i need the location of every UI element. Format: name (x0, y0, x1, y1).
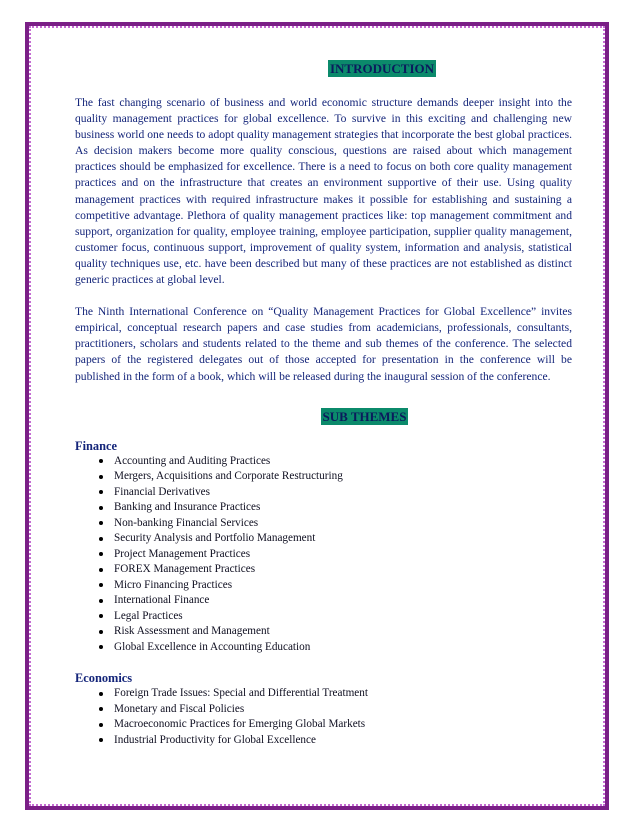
sub-themes-heading: SUB THEMES (322, 408, 407, 424)
list-item: Foreign Trade Issues: Special and Differential Treatment (99, 686, 572, 702)
sub-themes-heading-wrap (75, 408, 572, 426)
list-item: Micro Financing Practices (99, 578, 572, 594)
economics-list (75, 686, 572, 748)
list-item: Banking and Insurance Practices (99, 500, 572, 516)
list-item: Industrial Productivity for Global Excellence (99, 733, 572, 749)
list-item: Non-banking Financial Services (99, 516, 572, 532)
economics-section (75, 670, 572, 748)
list-item: Security Analysis and Portfolio Management (99, 531, 572, 547)
list-item: Financial Derivatives (99, 485, 572, 501)
list-item: Global Excellence in Accounting Education (99, 640, 572, 656)
document-body (75, 60, 572, 748)
list-item: Monetary and Fiscal Policies (99, 702, 572, 718)
list-item: Accounting and Auditing Practices (99, 454, 572, 470)
intro-heading-wrap (75, 60, 572, 78)
list-item: FOREX Management Practices (99, 562, 572, 578)
list-item: Macroeconomic Practices for Emerging Global Markets (99, 717, 572, 733)
intro-heading: INTRODUCTION (329, 61, 434, 76)
list-item: Mergers, Acquisitions and Corporate Restructuring (99, 469, 572, 485)
intro-paragraph-1: The fast changing scenario of business and world economic structure demands deeper insight into the quality management practices for global excellence. To survive in this exciting and challenging new business world one needs to adopt quality management strategies that incorporate the best global practices. As decision makers become more quality conscious, questions are raised about which management practices should be emphasized for excellence. There is a need to focus on both core quality management practices and on the infrastructure that creates an environment supportive of their use. Using quality management practices with required infrastructure makes it possible for establishing and sustaining a competitive advantage. Plethora of quality management practices like: top management commitment and support, organization for quality, employee training, employee participation, supplier quality management, customer focus, continuous support, improvement of quality system, information and analysis, statistical quality techniques use, etc. have been described but many of these practices are not established as distinct generic practices at global level. (75, 96, 572, 287)
list-item: Project Management Practices (99, 547, 572, 563)
economics-title: Economics (75, 671, 133, 686)
list-item: International Finance (99, 593, 572, 609)
finance-title: Finance (75, 438, 117, 453)
intro-paragraph-2: The Ninth International Conference on “Quality Management Practices for Global Excellence” invites empirical, conceptual research papers and case studies from academicians, professionals, consultants, practitioners, scholars and students related to the theme and sub themes of the conference. The selected papers of the registered delegates out of those accepted for presentation in the conference will be published in the form of a book, which will be released during the inaugural session of the conference. (75, 305, 572, 383)
finance-section (75, 438, 572, 656)
list-item: Risk Assessment and Management (99, 624, 572, 640)
finance-list (75, 454, 572, 656)
intro-section (75, 95, 572, 385)
list-item: Legal Practices (99, 609, 572, 625)
